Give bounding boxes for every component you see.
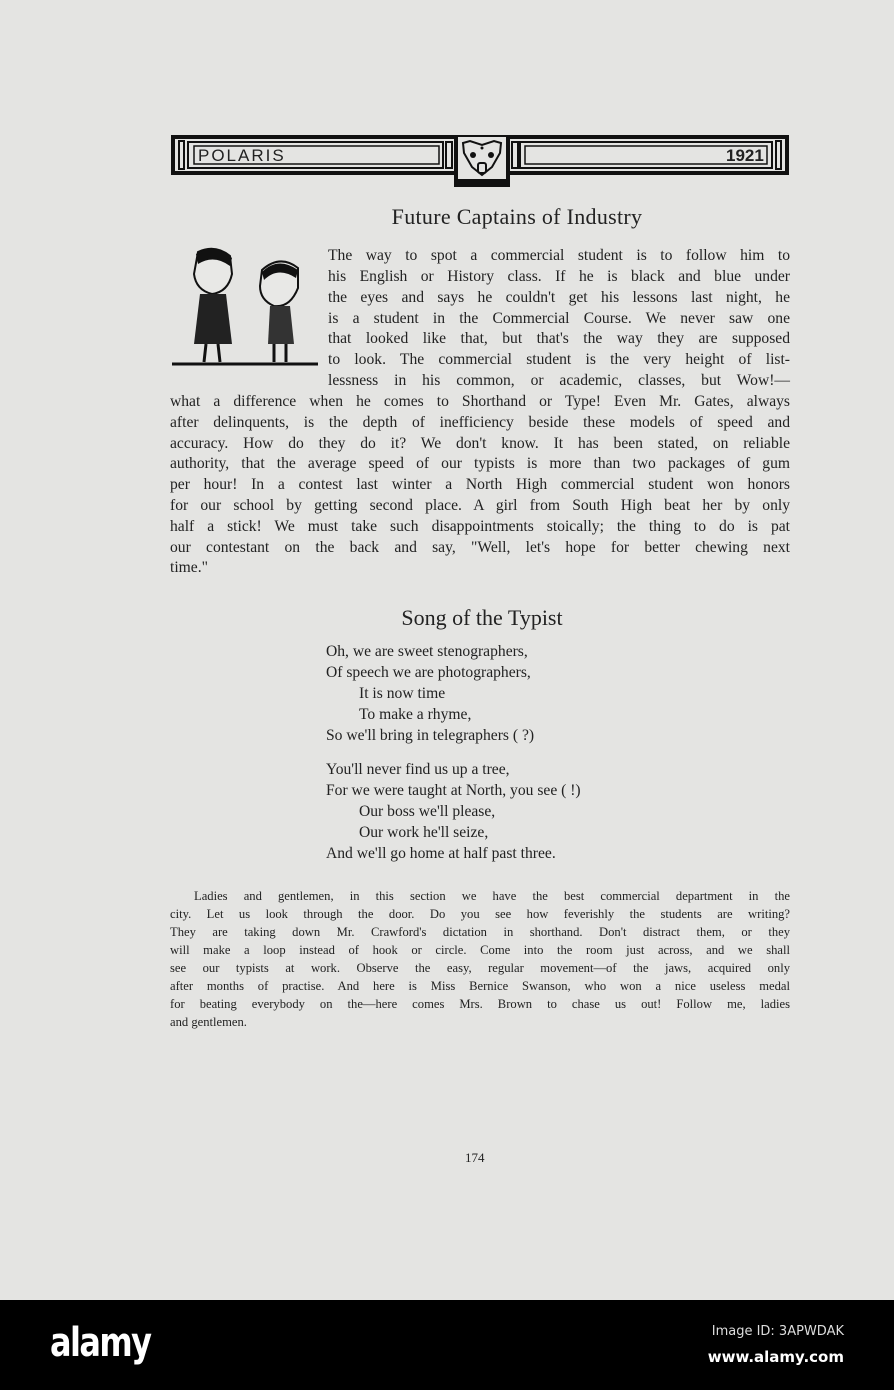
- alamy-logo: alamy: [50, 1320, 151, 1366]
- article-line: The way to spot a commercial student is to follow him to: [328, 247, 790, 264]
- article-line: his English or History class. If he is black and blue under: [328, 268, 790, 285]
- tour-line: city. Let us look through the door. Do you see how feverishly the students are writing?: [170, 907, 790, 921]
- article-line: half a stick! We must take such disappointments stoically; the thing to do is pat: [170, 518, 790, 535]
- poem-line: Of speech we are photographers,: [326, 664, 531, 681]
- article-line: for our school by getting second place. A girl from South High beat her by only: [170, 497, 790, 514]
- article-line: after delinquents, is the depth of inefficiency beside these models of speed and: [170, 414, 790, 431]
- tour-line: will make a loop instead of hook or circle. Come into the room just across, and we shall: [170, 943, 790, 957]
- tour-line: after months of practise. And here is Miss Bernice Swanson, who won a nice useless medal: [170, 979, 790, 993]
- watermark-url: www.alamy.com: [707, 1348, 844, 1366]
- poem-title: Song of the Typist: [401, 605, 563, 630]
- article-line: what a difference when he comes to Shorthand or Type! Even Mr. Gates, always: [170, 393, 790, 410]
- header-polaris-label: POLARIS: [198, 146, 286, 165]
- tour-line: They are taking down Mr. Crawford's dictation in shorthand. Don't distract them, or they: [170, 925, 790, 939]
- poem-line: Our boss we'll please,: [359, 803, 496, 820]
- poem-line: It is now time: [359, 685, 446, 702]
- poem-line: So we'll bring in telegraphers ( ?): [326, 727, 535, 744]
- tour-line: see our typists at work. Observe the easy, regular movement—of the jaws, acquired only: [170, 961, 790, 975]
- image-id-label: Image ID: 3APWDAK: [711, 1324, 844, 1339]
- article-line: per hour! In a contest last winter a North High commercial student won honors: [170, 476, 790, 493]
- article-line: lessness in his common, or academic, classes, but Wow!—: [328, 372, 790, 389]
- tour-line: for beating everybody on the—here comes Mrs. Brown to chase us out! Follow me, ladies: [170, 997, 790, 1011]
- tour-line: Ladies and gentlemen, in this section we have the best commercial department in the: [194, 889, 790, 903]
- polaris-header-banner: [170, 133, 790, 187]
- poem-line: And we'll go home at half past three.: [326, 845, 556, 862]
- article-line: authority, that the average speed of our typists is more than two packages of gum: [170, 455, 790, 472]
- poem-line: Our work he'll seize,: [359, 824, 489, 841]
- article-line: is a student in the Commercial Course. We never saw one: [328, 310, 790, 327]
- watermark-footer: [0, 1300, 894, 1390]
- article-line: the eyes and says he couldn't get his lessons last night, he: [328, 289, 790, 306]
- article-title: Future Captains of Industry: [391, 204, 643, 229]
- article-line: to look. The commercial student is the very height of list-: [328, 351, 790, 368]
- poem-line: To make a rhyme,: [359, 706, 472, 723]
- article-line: accuracy. How do they do it? We don't know. It has been stated, on reliable: [170, 435, 790, 452]
- header-year-label: 1921: [726, 146, 764, 165]
- article-line: time.": [170, 559, 208, 576]
- poem-line: For we were taught at North, you see ( !): [326, 782, 581, 799]
- poem-line: Oh, we are sweet stenographers,: [326, 643, 528, 660]
- tour-line: and gentlemen.: [170, 1015, 247, 1029]
- article-line: that looked like that, but that's the way they are supposed: [328, 330, 790, 347]
- caricature-illustration: [170, 244, 320, 370]
- poem-line: You'll never find us up a tree,: [326, 761, 510, 778]
- page-number: 174: [465, 1150, 485, 1165]
- article-line: our contestant on the back and say, "Well, let's hope for better chewing next: [170, 539, 790, 556]
